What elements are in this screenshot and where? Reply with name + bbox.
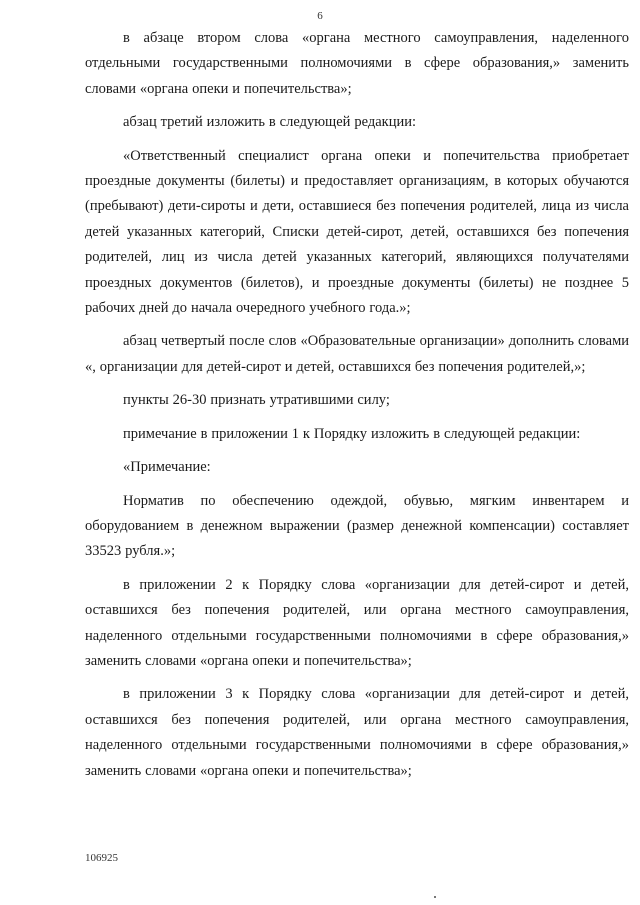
paragraph: «Примечание: (123, 459, 211, 476)
page-number: 6 (317, 10, 323, 22)
paragraph: «Ответственный специалист органа опеки и попечительства приобретает проездные документы (билеты) и предоставляет организациям, в которых обучаются (пребывают) дети-сироты и дети, оставшиеся без попечения родителей, лица из числа детей указанных категорий, Списки детей-сирот, детей, оставшихся без попечения родителей, лиц из числа детей указанных категорий, являющихся получателями проездных документов (билетов), и проездные документы (билеты) не позднее 5 рабочих дней до начала очередного учебного года.»; (85, 147, 629, 317)
document-body (85, 26, 629, 784)
paragraph: Норматив по обеспечению одеждой, обувью, мягким инвентарем и оборудованием в денежном выражении (размер денежной компенсации) составляет 33523 рубля.»; (85, 492, 629, 560)
paragraph: абзац четвертый после слов «Образовательные организации» дополнить словами «, организации для детей-сирот и детей, оставшихся без попечения родителей,»; (85, 333, 629, 375)
paragraph: в абзаце втором слова «органа местного самоуправления, наделенного отдельными государственными полномочиями в сфере образования,» заменить словами «органа опеки и попечительства»; (85, 30, 629, 97)
footer-code: 106925 (85, 852, 118, 864)
paragraph: абзац третий изложить в следующей редакции: (123, 114, 417, 131)
paragraph: пункты 26-30 признать утратившими силу; (123, 392, 390, 409)
scan-speck (434, 896, 436, 898)
paragraph: примечание в приложении 1 к Порядку изложить в следующей редакции: (123, 425, 581, 442)
paragraph: в приложении 2 к Порядку слова «организации для детей-сирот и детей, оставшихся без попечения родителей, или органа местного самоуправления, наделенного отдельными государственными полномочиями в сфере образования,» заменить словами «органа опеки и попечительства»; (85, 576, 629, 669)
paragraph: в приложении 3 к Порядку слова «организации для детей-сирот и детей, оставшихся без попечения родителей, или органа местного самоуправления, наделенного отдельными государственными полномочиями в сфере образования,» заменить словами «органа опеки и попечительства»; (85, 686, 629, 779)
